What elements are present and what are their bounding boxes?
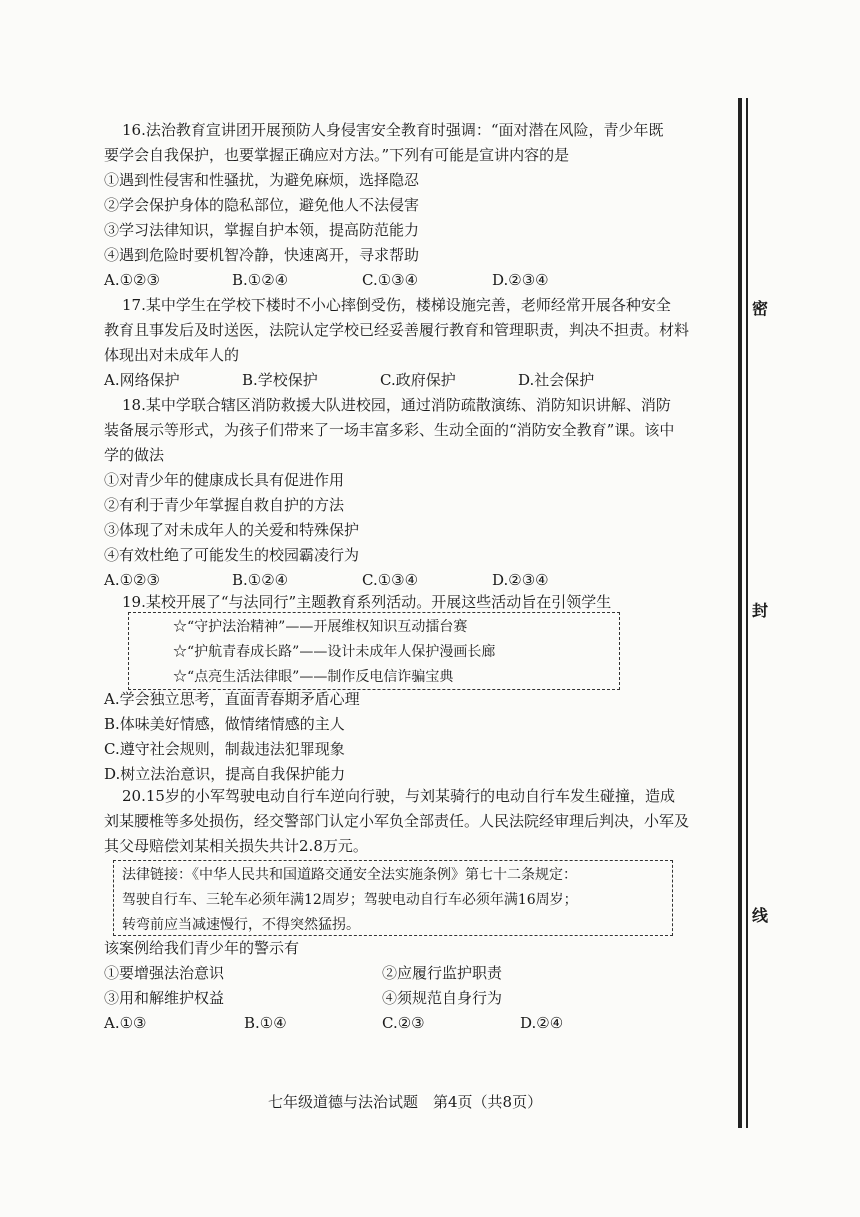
q19-option-d: D.树立法治意识，提高自我保护能力 bbox=[104, 765, 346, 783]
q18-stem-line2: 装备展示等形式，为孩子们带来了一场丰富多彩、生动全面的“消防安全教育”课。该中 bbox=[104, 421, 675, 439]
q17-option-b: B.学校保护 bbox=[242, 371, 318, 389]
q18-option-c: C.①③④ bbox=[362, 571, 419, 589]
q16-option-d: D.②③④ bbox=[492, 271, 549, 289]
q18-item-2: ②有利于青少年掌握自救自护的方法 bbox=[104, 496, 345, 514]
q16-option-b: B.①②④ bbox=[232, 271, 289, 289]
question-17 bbox=[104, 293, 704, 393]
binding-line-thick bbox=[738, 98, 742, 1128]
q20-law-line-2: 驾驶自行车、三轮车必须年满12周岁；驾驶电动自行车必须年满16周岁； bbox=[122, 892, 578, 908]
q19-option-c: C.遵守社会规则，制裁违法犯罪现象 bbox=[104, 740, 345, 758]
q18-option-b: B.①②④ bbox=[232, 571, 289, 589]
q20-stem-line2: 刘某腰椎等多处损伤，经交警部门认定小军负全部责任。人民法院经审理后判决，小军及 bbox=[104, 812, 690, 830]
q18-item-3: ③体现了对未成年人的关爱和特殊保护 bbox=[104, 521, 360, 539]
q17-stem-line1: 17.某中学生在学校下楼时不小心摔倒受伤，楼梯设施完善，老师经常开展各种安全 bbox=[122, 296, 671, 314]
q16-item-2: ②学会保护身体的隐私部位，避免他人不法侵害 bbox=[104, 196, 420, 214]
q17-option-c: C.政府保护 bbox=[380, 371, 456, 389]
q19-option-b: B.体味美好情感，做情绪情感的主人 bbox=[104, 715, 345, 733]
q20-option-c: C.②③ bbox=[382, 1014, 425, 1032]
q20-option-a: A.①③ bbox=[104, 1014, 147, 1032]
q17-option-d: D.社会保护 bbox=[518, 371, 595, 389]
q20-stem-line3: 其父母赔偿刘某相关损失共计2.8万元。 bbox=[104, 837, 368, 855]
q19-option-a: A.学会独立思考，直面青春期矛盾心理 bbox=[104, 690, 360, 708]
q16-option-a: A.①②③ bbox=[104, 271, 160, 289]
q19-stem: 19.某校开展了“与法同行”主题教育系列活动。开展这些活动旨在引领学生 bbox=[122, 593, 612, 611]
q16-item-1: ①遇到性侵害和性骚扰，为避免麻烦，选择隐忍 bbox=[104, 171, 420, 189]
q16-option-c: C.①③④ bbox=[362, 271, 419, 289]
q19-activity-2: ☆“护航青春成长路”——设计未成年人保护漫画长廊 bbox=[173, 644, 496, 660]
question-16 bbox=[104, 118, 704, 293]
q19-options bbox=[104, 687, 704, 787]
q20-item-2: ②应履行监护职责 bbox=[382, 964, 503, 982]
q18-option-d: D.②③④ bbox=[492, 571, 549, 589]
q16-stem-line1: 16.法治教育宣讲团开展预防人身侵害安全教育时强调：“面对潜在风险，青少年既 bbox=[122, 121, 664, 139]
q20-law-line-3: 转弯前应当减速慢行，不得突然猛拐。 bbox=[122, 917, 360, 933]
q18-option-a: A.①②③ bbox=[104, 571, 160, 589]
q18-stem-line1: 18.某中学联合辖区消防救援大队进校园，通过消防疏散演练、消防知识讲解、消防 bbox=[122, 396, 671, 414]
q20-stem-line1: 20.15岁的小军驾驶电动自行车逆向行驶，与刘某骑行的电动自行车发生碰撞，造成 bbox=[122, 787, 675, 805]
seal-mark-mi: 密 bbox=[752, 299, 769, 318]
seal-mark-feng: 封 bbox=[752, 601, 769, 620]
question-18 bbox=[104, 393, 704, 593]
seal-mark-xian: 线 bbox=[752, 906, 769, 925]
q18-item-4: ④有效杜绝了可能发生的校园霸凌行为 bbox=[104, 546, 360, 564]
q20-law-line-1: 法律链接：《中华人民共和国道路交通安全法实施条例》第七十二条规定： bbox=[122, 867, 577, 883]
q18-item-1: ①对青少年的健康成长具有促进作用 bbox=[104, 471, 345, 489]
q20-option-b: B.①④ bbox=[244, 1014, 287, 1032]
q20-item-4: ④须规范自身行为 bbox=[382, 989, 503, 1007]
q16-stem-line2: 要学会自我保护，也要掌握正确应对方法。”下列有可能是宣讲内容的是 bbox=[104, 146, 570, 164]
q20-body bbox=[104, 936, 704, 1036]
q20-item-1: ①要增强法治意识 bbox=[104, 964, 225, 982]
q17-option-a: A.网络保护 bbox=[104, 371, 180, 389]
q18-stem-line3: 学的做法 bbox=[104, 446, 165, 464]
q19-activity-box bbox=[128, 612, 620, 690]
q19-activity-1: ☆“守护法治精神”——开展维权知识互动擂台赛 bbox=[173, 619, 468, 635]
q17-stem-line2: 教育且事发后及时送医，法院认定学校已经妥善履行教育和管理职责，判决不担责。材料 bbox=[104, 321, 690, 339]
page-footer: 七年级道德与法治试题 第4页（共8页） bbox=[268, 1093, 543, 1111]
binding-line-thin bbox=[746, 98, 748, 1128]
q20-option-d: D.②④ bbox=[520, 1014, 564, 1032]
q20-item-3: ③用和解维护权益 bbox=[104, 989, 225, 1007]
q19-activity-3: ☆“点亮生活法律眼”——制作反电信诈骗宝典 bbox=[173, 669, 454, 685]
q17-stem-line3: 体现出对未成年人的 bbox=[104, 346, 240, 364]
q20-law-link-box bbox=[113, 860, 673, 936]
q16-item-4: ④遇到危险时要机智冷静，快速离开，寻求帮助 bbox=[104, 246, 420, 264]
q16-item-3: ③学习法律知识，掌握自护本领，提高防范能力 bbox=[104, 221, 420, 239]
q20-prompt: 该案例给我们青少年的警示有 bbox=[104, 939, 300, 957]
question-20 bbox=[104, 784, 704, 859]
